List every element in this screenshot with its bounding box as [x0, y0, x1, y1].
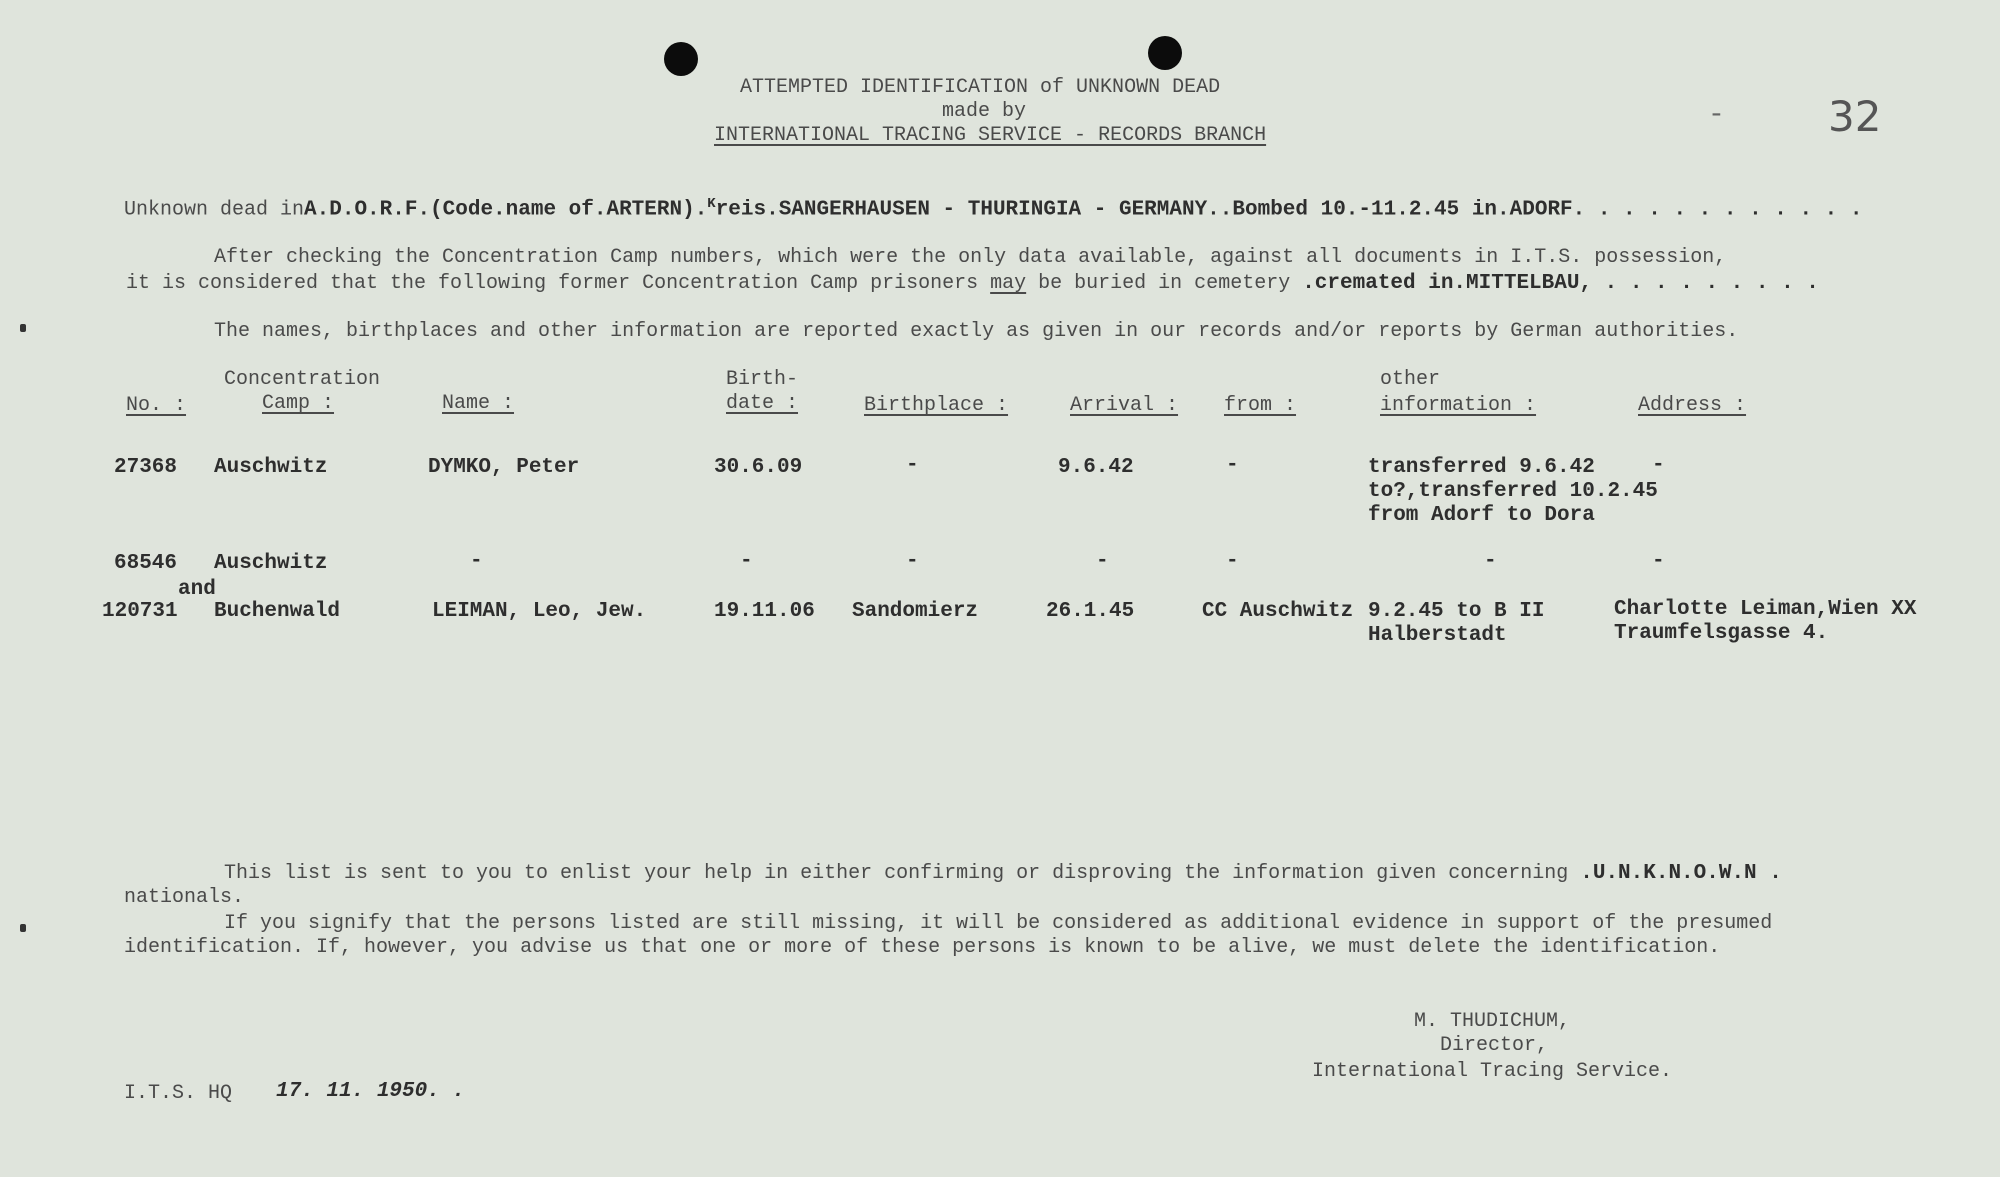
cell-other: 9.2.45 to B II: [1368, 600, 1545, 623]
cell-birthplace: Sandomierz: [852, 600, 979, 623]
punch-hole-right: [1148, 36, 1182, 70]
cell-birthdate: -: [740, 550, 753, 573]
col-header-camp: Camp :: [262, 392, 335, 415]
doc-title: ATTEMPTED IDENTIFICATION of UNKNOWN DEAD: [740, 76, 1221, 99]
intro-location: A.D.O.R.F.(Code.name of.ARTERN).: [304, 198, 708, 222]
doc-branch: INTERNATIONAL TRACING SERVICE - RECORDS BRANCH: [714, 124, 1267, 147]
col-header-no: No. :: [126, 394, 187, 417]
cell-address: Traumfelsgasse 4.: [1614, 622, 1829, 645]
cell-camp: Buchenwald: [214, 600, 341, 623]
intro-line: [124, 196, 1863, 222]
col-header-other: information :: [1380, 394, 1537, 417]
cell-name: LEIMAN, Leo, Jew.: [432, 600, 647, 623]
para2: The names, birthplaces and other information are reported exactly as given in our records and/or reports by German authorities.: [214, 320, 1739, 343]
closing-para2-line1: If you signify that the persons listed are still missing, it will be considered as additional evidence in support of the presumed: [224, 912, 1773, 935]
closing-para1-unknown: .U.N.K.N.O.W.N .: [1580, 862, 1782, 885]
para1-line2-cemetery: .cremated in.MITTELBAU, . . . . . . . . .: [1302, 272, 1819, 295]
cell-arrival: 26.1.45: [1046, 600, 1135, 623]
closing-para1-a: This list is sent to you to enlist your help in either confirming or disproving the information given concerning: [224, 862, 1581, 885]
col-header-birthdate: date :: [726, 392, 799, 415]
col-header-address: Address :: [1638, 394, 1747, 417]
closing-para1: [224, 862, 1782, 885]
page-dash: -: [1708, 100, 1725, 131]
doc-subtitle: made by: [942, 100, 1027, 123]
col-header-birth-top: Birth-: [726, 368, 799, 391]
cell-camp: Auschwitz: [214, 552, 328, 575]
footer-label: I.T.S. HQ: [124, 1082, 233, 1105]
col-header-birthplace: Birthplace :: [864, 394, 1009, 417]
closing-para2-line2: identification. If, however, you advise us that one or more of these persons is known to be alive, we must delete the identification.: [124, 936, 1721, 959]
cell-camp: Auschwitz: [214, 456, 328, 479]
col-header-camp-top: Concentration: [224, 368, 381, 391]
margin-mark: [20, 324, 26, 332]
col-header-from: from :: [1224, 394, 1297, 417]
cell-no: 27368: [114, 456, 178, 479]
para1-line2-may: may: [990, 272, 1027, 295]
page-number: 32: [1828, 92, 1882, 141]
signature-org: International Tracing Service.: [1312, 1060, 1673, 1083]
signature-name: M. THUDICHUM,: [1414, 1010, 1571, 1033]
cell-birthdate: 19.11.06: [714, 600, 815, 623]
col-header-other-top: other: [1380, 368, 1441, 391]
cell-name: DYMKO, Peter: [428, 456, 580, 479]
para1-line2-a: it is considered that the following former Concentration Camp prisoners: [126, 272, 991, 295]
cell-birthplace: -: [906, 550, 919, 573]
cell-no: 120731: [102, 600, 178, 623]
signature-title: Director,: [1440, 1034, 1549, 1057]
cell-from: -: [1226, 550, 1239, 573]
cell-other: transferred 9.6.42: [1368, 456, 1595, 479]
cell-other: -: [1484, 550, 1497, 573]
para1-line1: After checking the Concentration Camp numbers, which were the only data available, against all documents in I.T.S. possession,: [214, 246, 1727, 269]
closing-para1-end: nationals.: [124, 886, 245, 909]
cell-other: Halberstadt: [1368, 624, 1507, 647]
intro-kreis-k: K: [707, 196, 716, 212]
cell-arrival: -: [1096, 550, 1109, 573]
para1-line2: [126, 272, 1819, 295]
cell-other: to?,transferred 10.2.45: [1368, 480, 1658, 503]
cell-birthdate: 30.6.09: [714, 456, 803, 479]
para1-line2-b: be buried in cemetery: [1026, 272, 1303, 295]
intro-lead: Unknown dead in: [124, 198, 305, 222]
cell-address: Charlotte Leiman,Wien XX: [1614, 598, 1917, 621]
cell-other: from Adorf to Dora: [1368, 504, 1595, 527]
col-header-name: Name :: [442, 392, 515, 415]
cell-birthplace: -: [906, 454, 919, 477]
margin-mark: [20, 924, 26, 932]
cell-address: -: [1652, 550, 1665, 573]
cell-from: CC Auschwitz: [1202, 600, 1354, 623]
intro-location2: reis.SANGERHAUSEN - THURINGIA - GERMANY..Bombed 10.-11.2.45 in.ADORF. . . . . . . . . . . .: [715, 198, 1863, 222]
cell-no: 68546: [114, 552, 178, 575]
row-connector: and: [178, 578, 216, 601]
punch-hole-left: [664, 42, 698, 76]
cell-address: -: [1652, 454, 1665, 477]
cell-name: -: [470, 550, 483, 573]
cell-arrival: 9.6.42: [1058, 456, 1134, 479]
cell-from: -: [1226, 454, 1239, 477]
footer-date: 17. 11. 1950. .: [276, 1080, 466, 1103]
col-header-arrival: Arrival :: [1070, 394, 1179, 417]
